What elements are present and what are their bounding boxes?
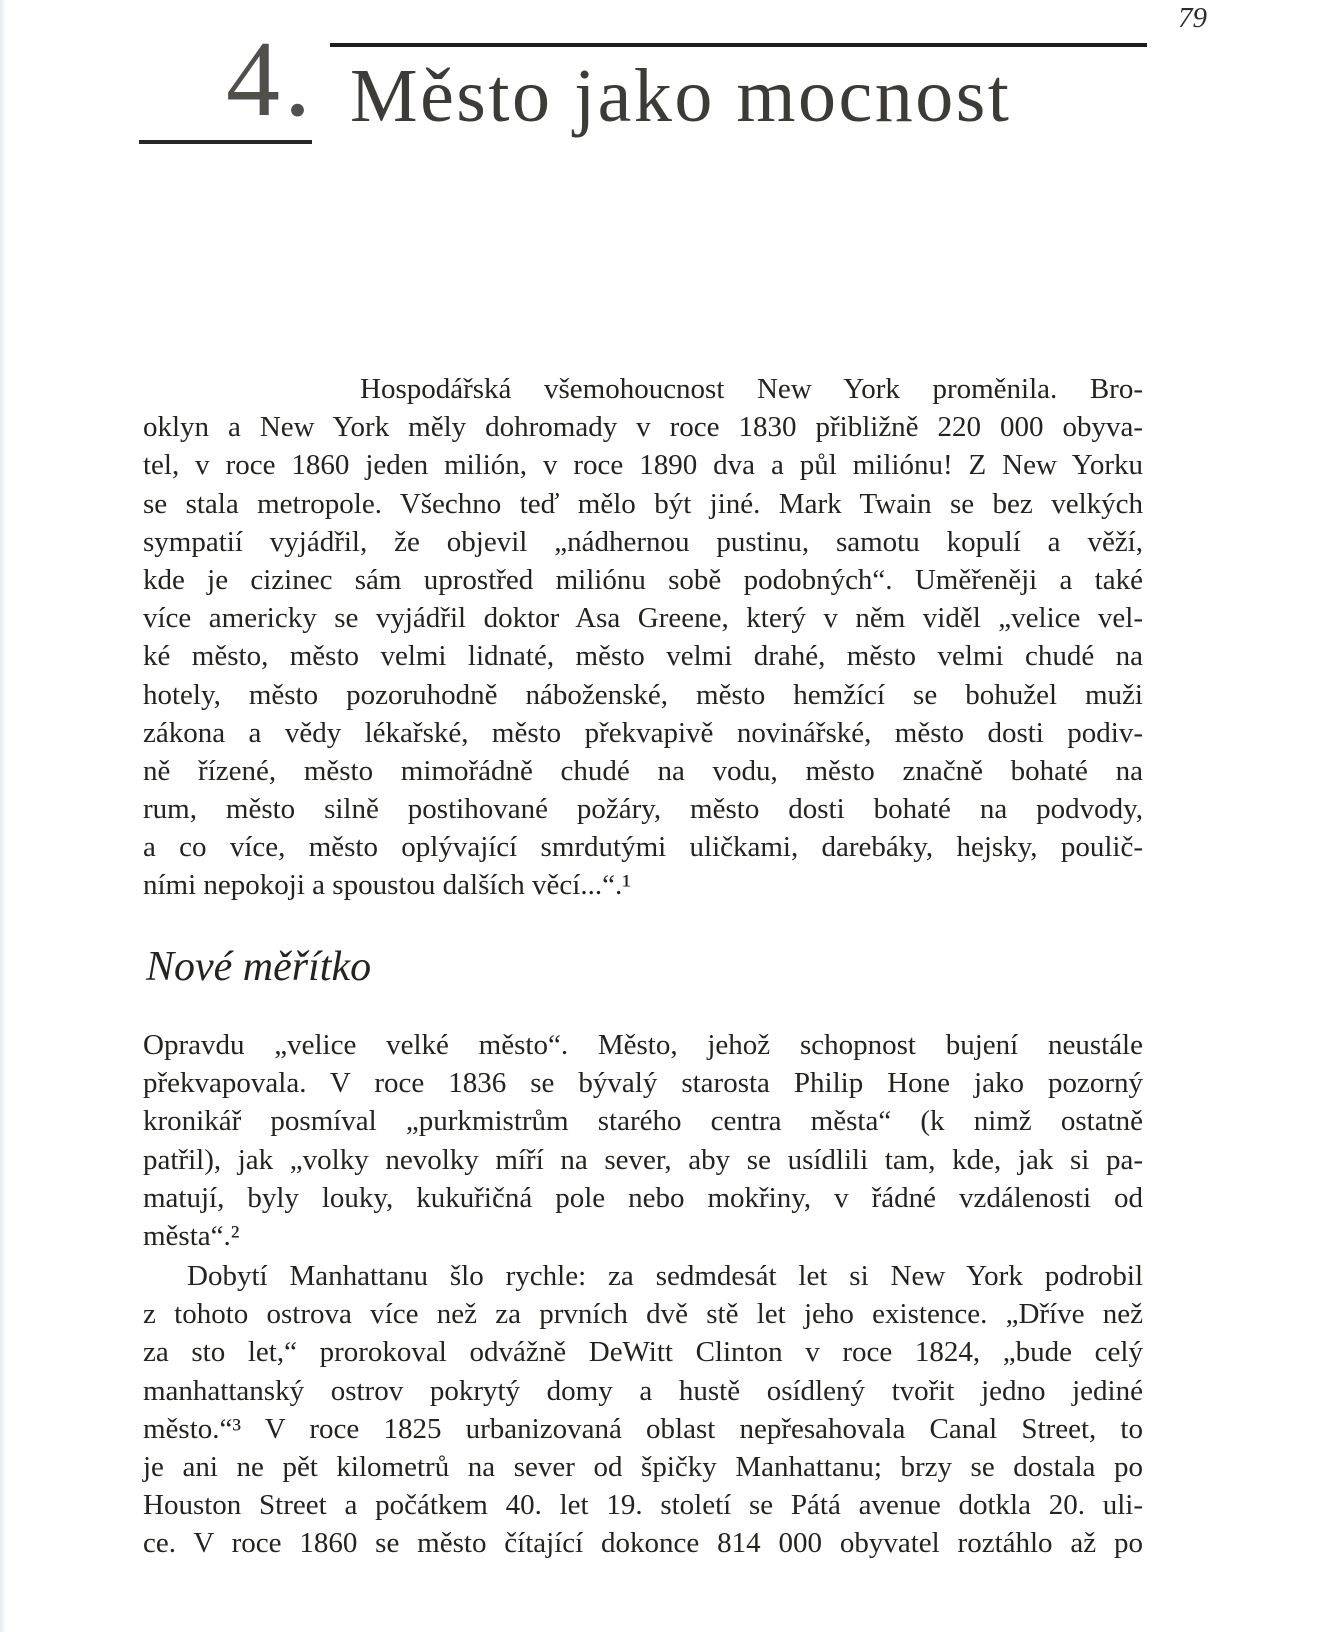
text-line: hotely, město pozoruhodně náboženské, město hemžící se bohužel muži — [143, 678, 1143, 711]
page-number: 79 — [1178, 2, 1207, 34]
text-line: ce. V roce 1860 se město čítající dokonce 814 000 obyvatel roztáhlo až po — [143, 1527, 1143, 1560]
text-line: překvapovala. V roce 1836 se bývalý starosta Philip Hone jako pozorný — [143, 1067, 1143, 1100]
text-line: manhattanský ostrov pokrytý domy a hustě osídlený tvořit jedno jediné — [143, 1374, 1143, 1407]
text-line: kronikář posmíval „purkmistrům starého centra města“ (k nimž ostatně — [143, 1105, 1143, 1138]
paragraph-2 — [143, 1026, 1143, 1255]
text-line: ními nepokoji a spoustou dalších věcí...“.¹ — [143, 869, 631, 902]
paragraph-1 — [143, 370, 1143, 905]
text-line: z tohoto ostrova více než za prvních dvě stě let jeho existence. „Dříve než — [143, 1298, 1143, 1331]
text-line: a co více, město oplývající smrdutými uličkami, darebáky, hejsky, poulič- — [143, 831, 1143, 864]
text-line: Opravdu „velice velké město“. Město, jehož schopnost bujení neustále — [143, 1029, 1143, 1061]
paragraph-3 — [143, 1257, 1143, 1563]
chapter-number-underline-rule — [139, 140, 312, 144]
chapter-number: 4. — [226, 20, 315, 139]
text-line: více americky se vyjádřil doktor Asa Greene, který v něm viděl „velice vel- — [143, 602, 1143, 635]
text-line: sympatií vyjádřil, že objevil „nádhernou pustinu, samotu kopulí a věží, — [143, 525, 1143, 558]
text-line: oklyn a New York měly dohromady v roce 1830 přibližně 220 000 obyva- — [143, 411, 1143, 444]
text-line: je ani ne pět kilometrů na sever od špičky Manhattanu; brzy se dostala po — [143, 1450, 1143, 1483]
section-heading: Nové měřítko — [146, 944, 372, 990]
text-line: matují, byly louky, kukuřičná pole nebo mokřiny, v řádné vzdálenosti od — [143, 1181, 1143, 1214]
chapter-title-rule — [330, 43, 1147, 47]
text-line: ké město, město velmi lidnaté, město velmi drahé, město velmi chudé na — [143, 640, 1143, 673]
text-line: zákona a vědy lékařské, město překvapivě novinářské, město dosti podiv- — [143, 716, 1143, 749]
text-line: tel, v roce 1860 jeden milión, v roce 1890 dva a půl miliónu! Z New Yorku — [143, 449, 1143, 482]
chapter-title: Město jako mocnost — [350, 54, 1012, 138]
text-line: města“.² — [143, 1219, 240, 1252]
text-line: kde je cizinec sám uprostřed miliónu sobě podobných“. Uměřeněji a také — [143, 563, 1143, 596]
text-line: ně řízené, město mimořádně chudé na vodu, město značně bohaté na — [143, 754, 1143, 787]
text-line: patřil), jak „volky nevolky míří na sever, aby se usídlili tam, kde, jak si pa- — [143, 1143, 1143, 1176]
text-line: rum, město silně postihované požáry, město dosti bohaté na podvody, — [143, 793, 1143, 826]
text-line: Houston Street a počátkem 40. let 19. století se Pátá avenue dotkla 20. uli- — [143, 1489, 1143, 1522]
text-line: Hospodářská všemohoucnost New York proměnila. Bro- — [360, 373, 1143, 405]
text-line: za sto let,“ prorokoval odvážně DeWitt Clinton v roce 1824, „bude celý — [143, 1336, 1143, 1369]
scan-edge-artifact — [0, 0, 6, 1632]
text-line: město.“³ V roce 1825 urbanizovaná oblast nepřesahovala Canal Street, to — [143, 1412, 1143, 1445]
text-line: Dobytí Manhattanu šlo rychle: za sedmdesát let si New York podrobil — [187, 1260, 1143, 1292]
text-line: se stala metropole. Všechno teď mělo být jiné. Mark Twain se bez velkých — [143, 487, 1143, 520]
